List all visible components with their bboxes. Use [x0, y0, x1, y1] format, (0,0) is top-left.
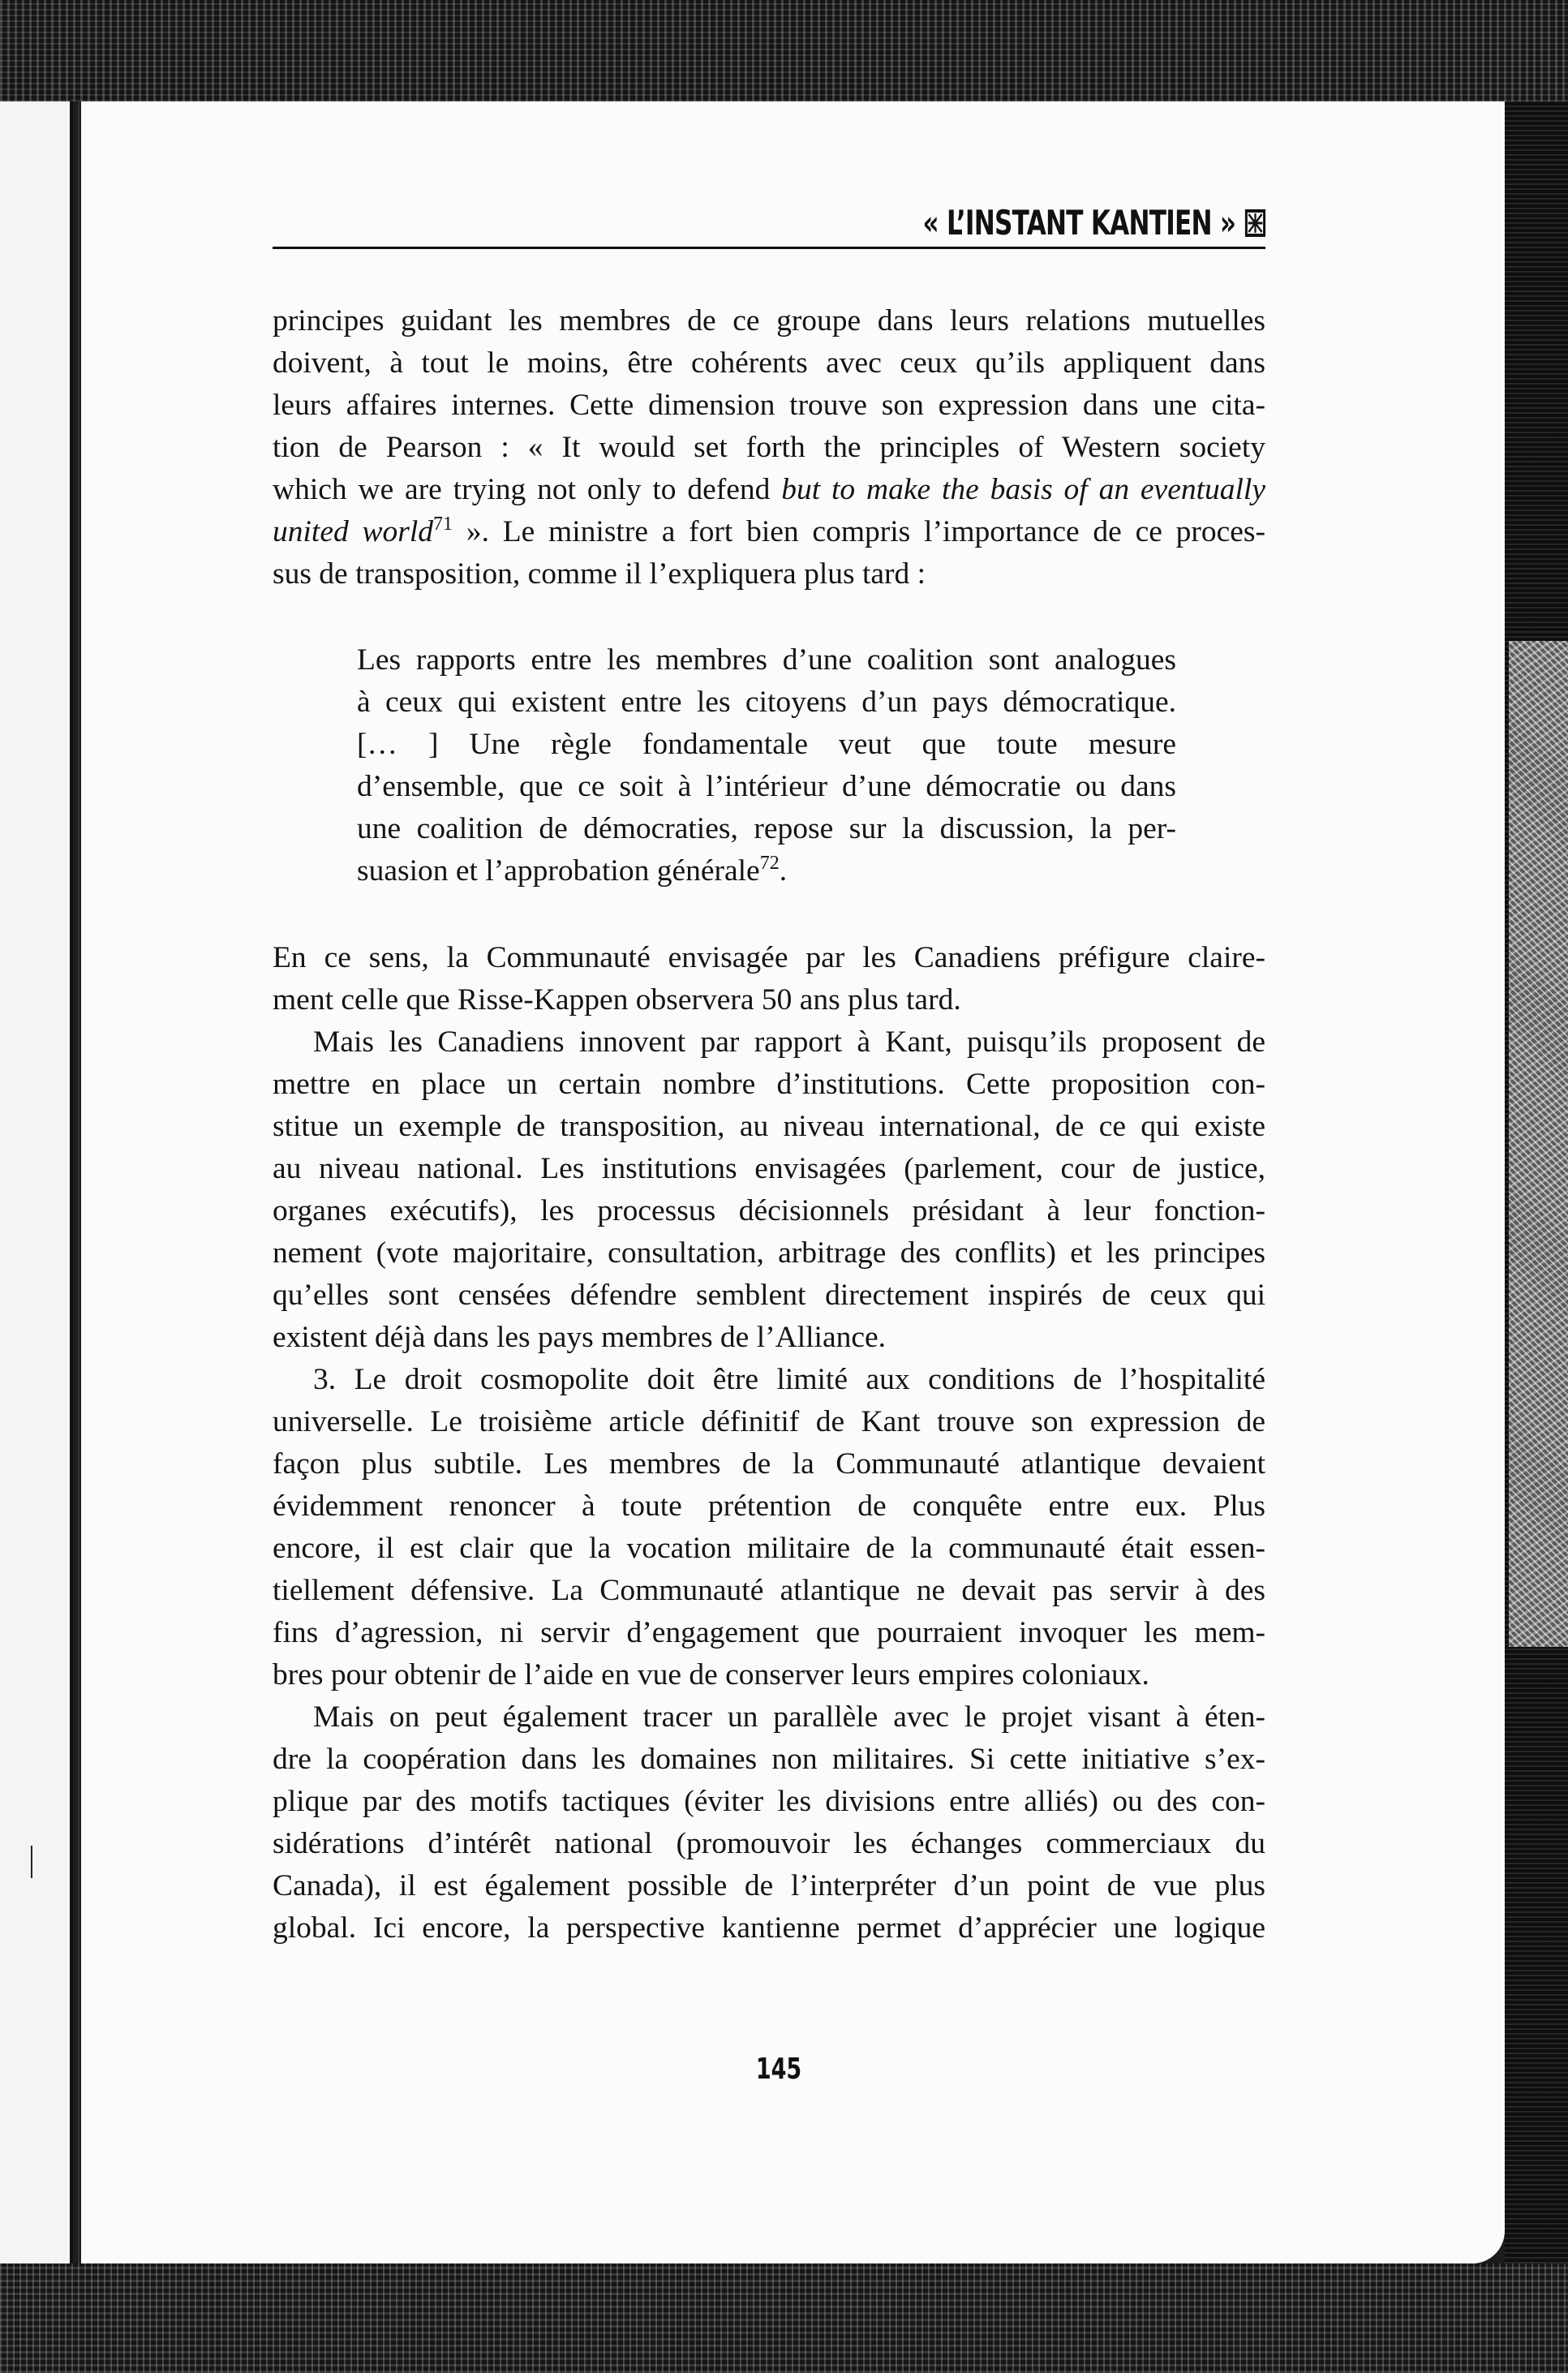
- footnote-ref-72: 72: [759, 853, 780, 874]
- paragraph-continued: [273, 300, 1265, 595]
- text-line: doivent, à tout le moins, être cohérents avec ceux qu’ils appliquent dans: [273, 346, 1265, 380]
- paragraph: [273, 937, 1265, 1021]
- quote-line: suasion et l’approbation générale$^{72}$.: [357, 853, 788, 888]
- page-number: 145: [755, 2053, 802, 2086]
- text-line: plique par des motifs tactiques (éviter les divisions entre alliés) ou des con-: [273, 1785, 1265, 1818]
- paragraph: [273, 1359, 1265, 1696]
- quote-line: à ceux qui existent entre les citoyens d’un pays démocratique.: [357, 686, 1176, 719]
- text-line: Canada), il est également possible de l’interpréter d’un point de vue plus: [273, 1869, 1265, 1902]
- text-line: existent déjà dans les pays membres de l’Alliance.: [273, 1321, 887, 1354]
- text-line: En ce sens, la Communauté envisagée par les Canadiens préfigure claire-: [273, 941, 1265, 974]
- text-line: organes exécutifs), les processus décisionnels présidant à leur fonction-: [273, 1194, 1265, 1227]
- text-line: united world$^{71}$ ». Le ministre a fort bien compris l’importance de ce proces-: [273, 514, 1265, 548]
- text-line: au niveau national. Les institutions envisagées (parlement, cour de justice,: [273, 1152, 1265, 1185]
- text-line: stitue un exemple de transposition, au niveau international, de ce qui existe: [273, 1110, 1265, 1143]
- quote-line: [… ] Une règle fondamentale veut que toute mesure: [357, 728, 1176, 761]
- footnote-ref-71: 71: [433, 514, 453, 535]
- body-text: [273, 937, 1265, 1950]
- text-line: nement (vote majoritaire, consultation, arbitrage des conflits) et les principes: [273, 1236, 1265, 1270]
- running-head-title: « L’INSTANT KANTIEN »: [922, 203, 1235, 243]
- scan-border-top: [0, 0, 1568, 101]
- text-line: fins d’agression, ni servir d’engagement que pourraient invoquer les mem-: [273, 1616, 1265, 1649]
- quote-line: d’ensemble, que ce soit à l’intérieur d’une démocratie ou dans: [357, 770, 1176, 803]
- text-line: leurs affaires internes. Cette dimension trouve son expression dans une cita-: [273, 389, 1265, 422]
- text-line: tiellement défensive. La Communauté atlantique ne devait pas servir à des: [273, 1574, 1265, 1607]
- text-line: global. Ici encore, la perspective kantienne permet d’apprécier une logique: [273, 1911, 1265, 1945]
- facing-page-margin: [0, 101, 70, 2263]
- quote-line: une coalition de démocraties, repose sur la discussion, la per-: [357, 812, 1176, 845]
- running-header: [273, 201, 1265, 249]
- scan-noise-right: [1509, 641, 1568, 1647]
- text-line: qu’elles sont censées défendre semblent directement inspirés de ceux qui: [273, 1279, 1265, 1312]
- text-line: principes guidant les membres de ce groupe dans leurs relations mutuelles: [273, 304, 1265, 337]
- text-line: évidemment renoncer à toute prétention de conquête entre eux. Plus: [273, 1490, 1265, 1523]
- text-line: universelle. Le troisième article définitif de Kant trouve son expression de: [273, 1405, 1265, 1438]
- text-line: sus de transposition, comme il l’expliquera plus tard :: [273, 557, 926, 591]
- text-line: 3. Le droit cosmopolite doit être limité aux conditions de l’hospitalité: [313, 1363, 1265, 1396]
- binding-line: [70, 101, 73, 2263]
- text-line: tion de Pearson : « It would set forth the principles of Western society: [273, 431, 1265, 464]
- text-line: façon plus subtile. Les membres de la Communauté atlantique devaient: [273, 1447, 1265, 1481]
- block-quote: [357, 639, 1176, 892]
- quote-line: Les rapports entre les membres d’une coalition sont analogues: [357, 643, 1176, 677]
- text-line: ment celle que Risse-Kappen observera 50 ans plus tard.: [273, 983, 961, 1017]
- scan-border-bottom: [0, 2263, 1568, 2373]
- text-line: mettre en place un certain nombre d’institutions. Cette proposition con-: [273, 1068, 1265, 1101]
- text-line: Mais les Canadiens innovent par rapport à Kant, puisqu’ils proposent de: [313, 1025, 1265, 1059]
- binding-line-inner: [78, 101, 79, 2263]
- paragraph: [273, 1696, 1265, 1950]
- text-line: which we are trying not only to defend but to make the basis of an eventually: [273, 473, 1265, 506]
- text-line: bres pour obtenir de l’aide en vue de conserver leurs empires coloniaux.: [273, 1658, 1149, 1692]
- text-line: Mais on peut également tracer un parallèle avec le projet visant à éten-: [313, 1700, 1265, 1734]
- margin-mark: [31, 1846, 32, 1878]
- text-line: dre la coopération dans les domaines non militaires. Si cette initiative s’ex-: [273, 1743, 1265, 1776]
- text-line: encore, il est clair que la vocation militaire de la communauté était essen-: [273, 1532, 1265, 1565]
- paragraph: [273, 1021, 1265, 1359]
- text-line: sidérations d’intérêt national (promouvoir les échanges commerciaux du: [273, 1827, 1265, 1860]
- square-ornament-icon: [1245, 209, 1265, 237]
